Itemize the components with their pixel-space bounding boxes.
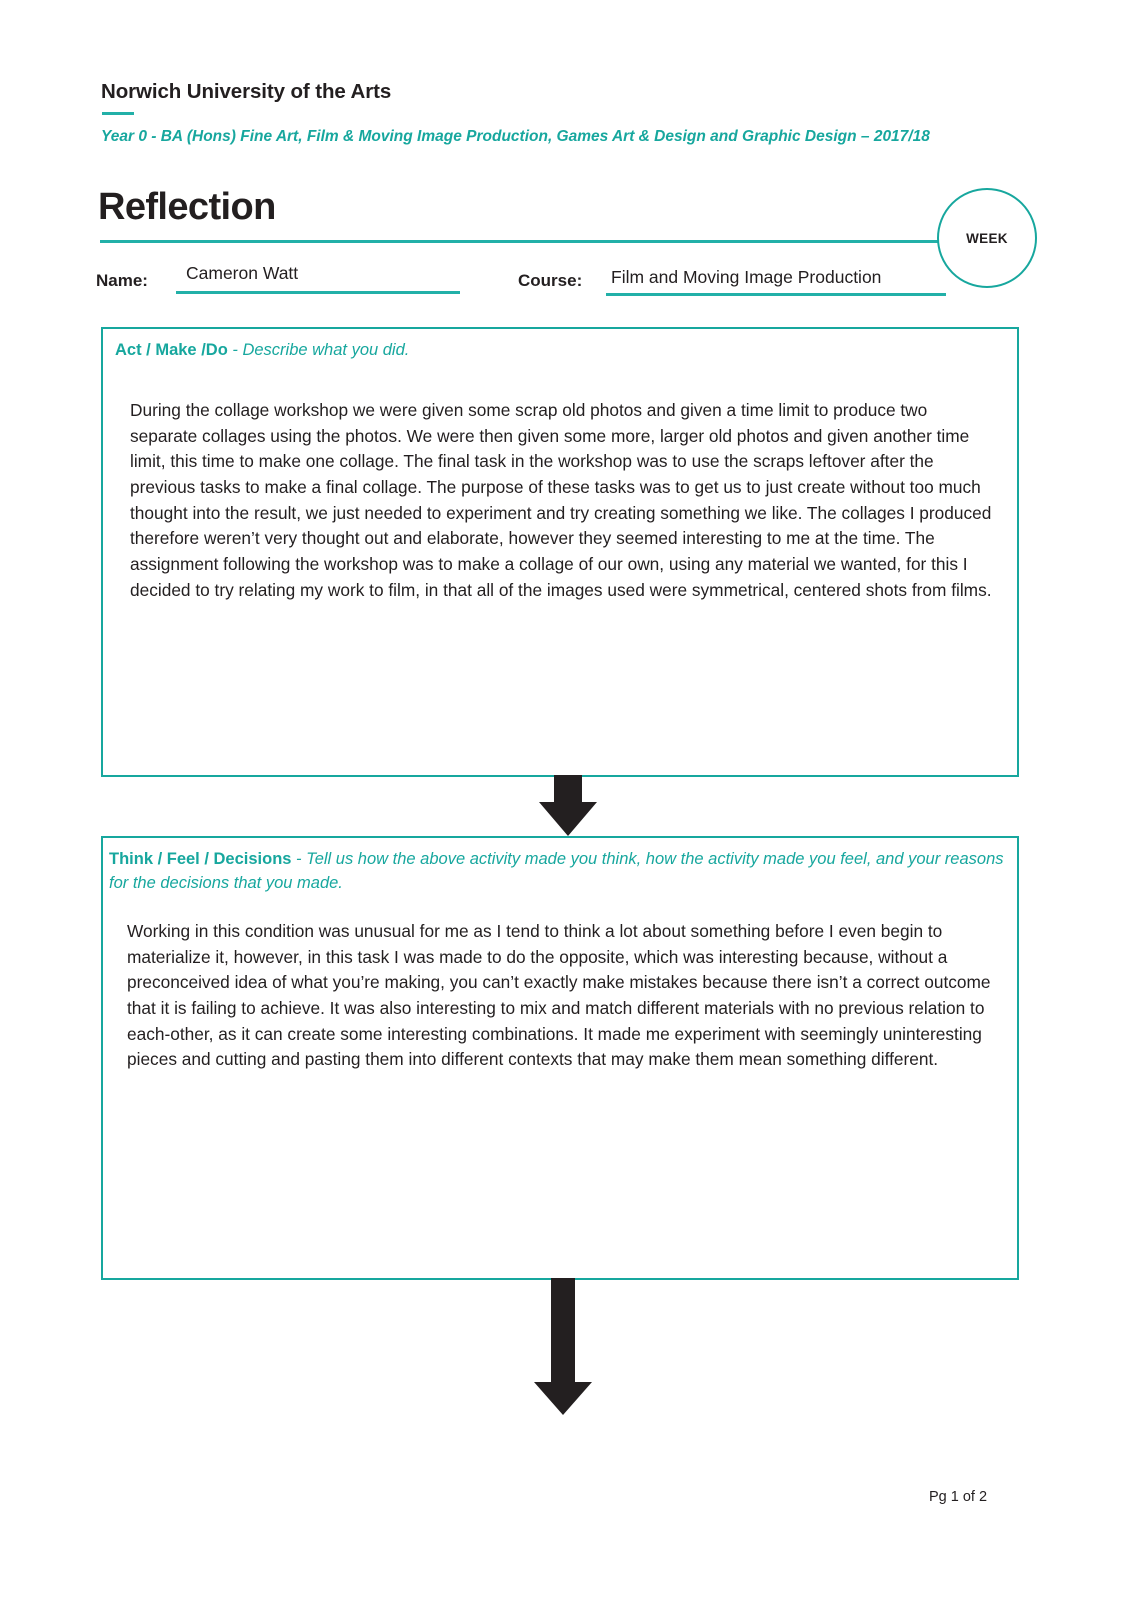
section-act-body-text[interactable]: During the collage workshop we were given some scrap old photos and given a time limit to produce two separate collages using the photos. We were then given some more, larger old photos and given another time limit, this time to make one collage. The final task in the workshop was to use the scraps leftover after the previous tasks to make a final collage. The purpose of these tasks was to get us to just create without too much thought into the result, we just needed to experiment and try creating something we like. The collages I produced therefore weren’t very thought out and elaborate, however they seemed interesting to me at the time. The assignment following the workshop was to make a collage of our own, using any material we wanted, for this I decided to try relating my work to film, in that all of the images used were symmetrical, centered shots from films.: [130, 399, 992, 600]
section-act-heading-prompt: - Describe what you did.: [227, 341, 410, 359]
week-badge-label: WEEK: [966, 230, 1008, 246]
flow-arrow-down-bottom-icon: [530, 1278, 600, 1418]
page-title: Reflection: [98, 186, 276, 228]
course-field-underline: [606, 293, 946, 296]
university-name: Norwich University of the Arts: [101, 80, 392, 103]
page-number-footer: Pg 1 of 2: [929, 1489, 988, 1505]
arrow-shaft: [551, 1278, 575, 1383]
section-think-heading-lead: Think / Feel / Decisions: [109, 850, 292, 868]
section-think-body-text[interactable]: Working in this condition was unusual for me as I tend to think a lot about something before I even begin to materialize it, however, in this task I was made to do the opposite, which was interesting because, without a preconceived idea of what you’re making, you can’t exactly make mistakes because there isn’t a correct outcome that it is failing to achieve. It was also interesting to mix and match different materials with no previous relation to each-other, as it can create some interesting combinations. It made me experiment with seemingly uninteresting pieces and cutting and pasting them into different contexts that may make them mean something different.: [127, 920, 991, 1070]
name-field-underline: [176, 291, 460, 294]
arrow-head: [534, 1382, 592, 1415]
week-badge[interactable]: [937, 188, 1037, 288]
title-divider-rule: [100, 240, 938, 243]
programme-year-line: Year 0 - BA (Hons) Fine Art, Film & Moving Image Production, Games Art & Design and Graphic Design – 2017/18: [101, 128, 930, 145]
name-field-label: Name:: [96, 271, 148, 290]
arrow-shaft: [554, 775, 582, 803]
course-field-label: Course:: [518, 271, 583, 290]
flow-arrow-down-icon: [533, 775, 603, 837]
section-think-heading: [103, 838, 1017, 896]
university-underline-rule: [102, 112, 134, 115]
section-act-heading-lead: Act / Make /Do: [115, 341, 228, 359]
course-field-value[interactable]: Film and Moving Image Production: [611, 267, 882, 287]
name-field-value[interactable]: Cameron Watt: [186, 263, 299, 283]
section-act-make-do: [101, 327, 1019, 777]
section-act-heading: [103, 329, 1017, 363]
section-think-heading-prompt: - Tell us how the above activity made you think, how the activity made you feel, and your reasons for the decisions that you made.: [109, 850, 1004, 892]
section-think-feel-decisions: [101, 836, 1019, 1280]
arrow-head: [539, 802, 597, 836]
